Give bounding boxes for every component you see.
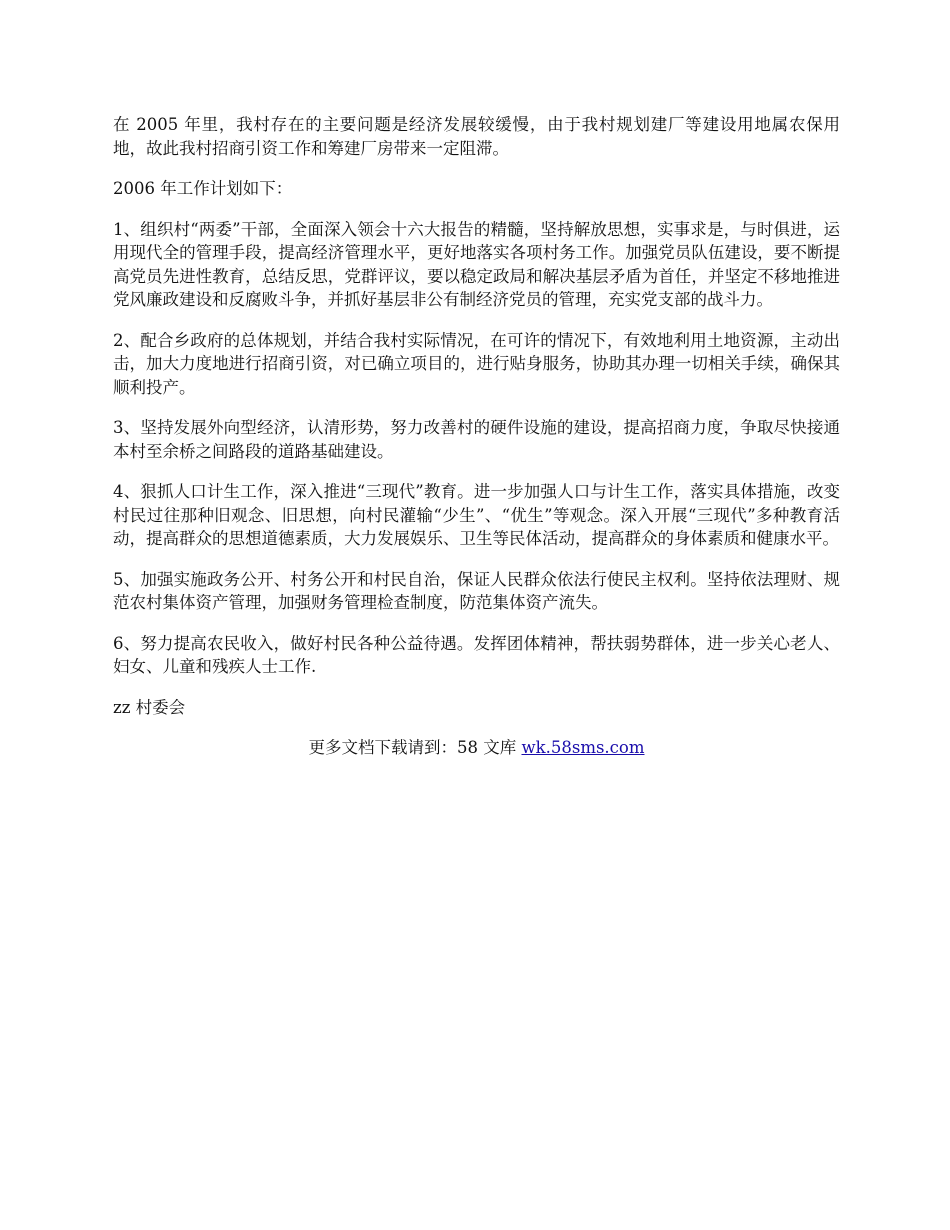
footer-prefix: 更多文档下载请到：58 文库	[308, 738, 522, 757]
paragraph-item-1: 1、组织村“两委”干部，全面深入领会十六大报告的精髓，坚持解放思想，实事求是，与时俱进，运用现代全的管理手段，提高经济管理水平，更好地落实各项村务工作。加强党员队伍建设，要不断提高党员先进性教育，总结反思，党群评议，要以稳定政局和解决基层矛盾为首任，并坚定不移地推进党风廉政建设和反腐败斗争，并抓好基层非公有制经济党员的管理，充实党支部的战斗力。	[113, 219, 840, 309]
paragraph-item-4: 4、狠抓人口计生工作，深入推进“三现代”教育。进一步加强人口与计生工作，落实具体措施，改变村民过往那种旧观念、旧思想，向村民灌输“少生”、“优生”等观念。深入开展“三现代”多种教育活动，提高群众的思想道德素质，大力发展娱乐、卫生等民体活动，提高群众的身体素质和健康水平。	[113, 482, 840, 548]
footer-link[interactable]: wk.58sms.com	[521, 738, 645, 757]
paragraph-plan-heading: 2006 年工作计划如下：	[113, 179, 293, 198]
footer-download-note	[113, 736, 840, 760]
paragraph-item-6: 6、努力提高农民收入，做好村民各种公益待遇。发挥团体精神，帮扶弱势群体，进一步关心老人、妇女、儿童和残疾人士工作.	[113, 633, 840, 676]
paragraph-item-2: 2、配合乡政府的总体规划，并结合我村实际情况，在可许的情况下，有效地利用土地资源，主动出击，加大力度地进行招商引资，对已确立项目的，进行贴身服务，协助其办理一切相关手续，确保其顺利投产。	[113, 330, 840, 397]
paragraph-item-3: 3、坚持发展外向型经济，认清形势，努力改善村的硬件设施的建设，提高招商力度，争取尽快接通本村至余桥之间路段的道路基础建设。	[113, 418, 840, 461]
paragraph-intro: 在 2005 年里，我村存在的主要问题是经济发展较缓慢，由于我村规划建厂等建设用地属农保用地，故此我村招商引资工作和筹建厂房带来一定阻滞。	[113, 115, 840, 158]
document-body	[113, 113, 840, 760]
paragraph-item-5: 5、加强实施政务公开、村务公开和村民自治，保证人民群众依法行使民主权利。坚持依法理财、规范农村集体资产管理，加强财务管理检查制度，防范集体资产流失。	[113, 569, 840, 612]
signature-line: zz 村委会	[113, 697, 186, 717]
